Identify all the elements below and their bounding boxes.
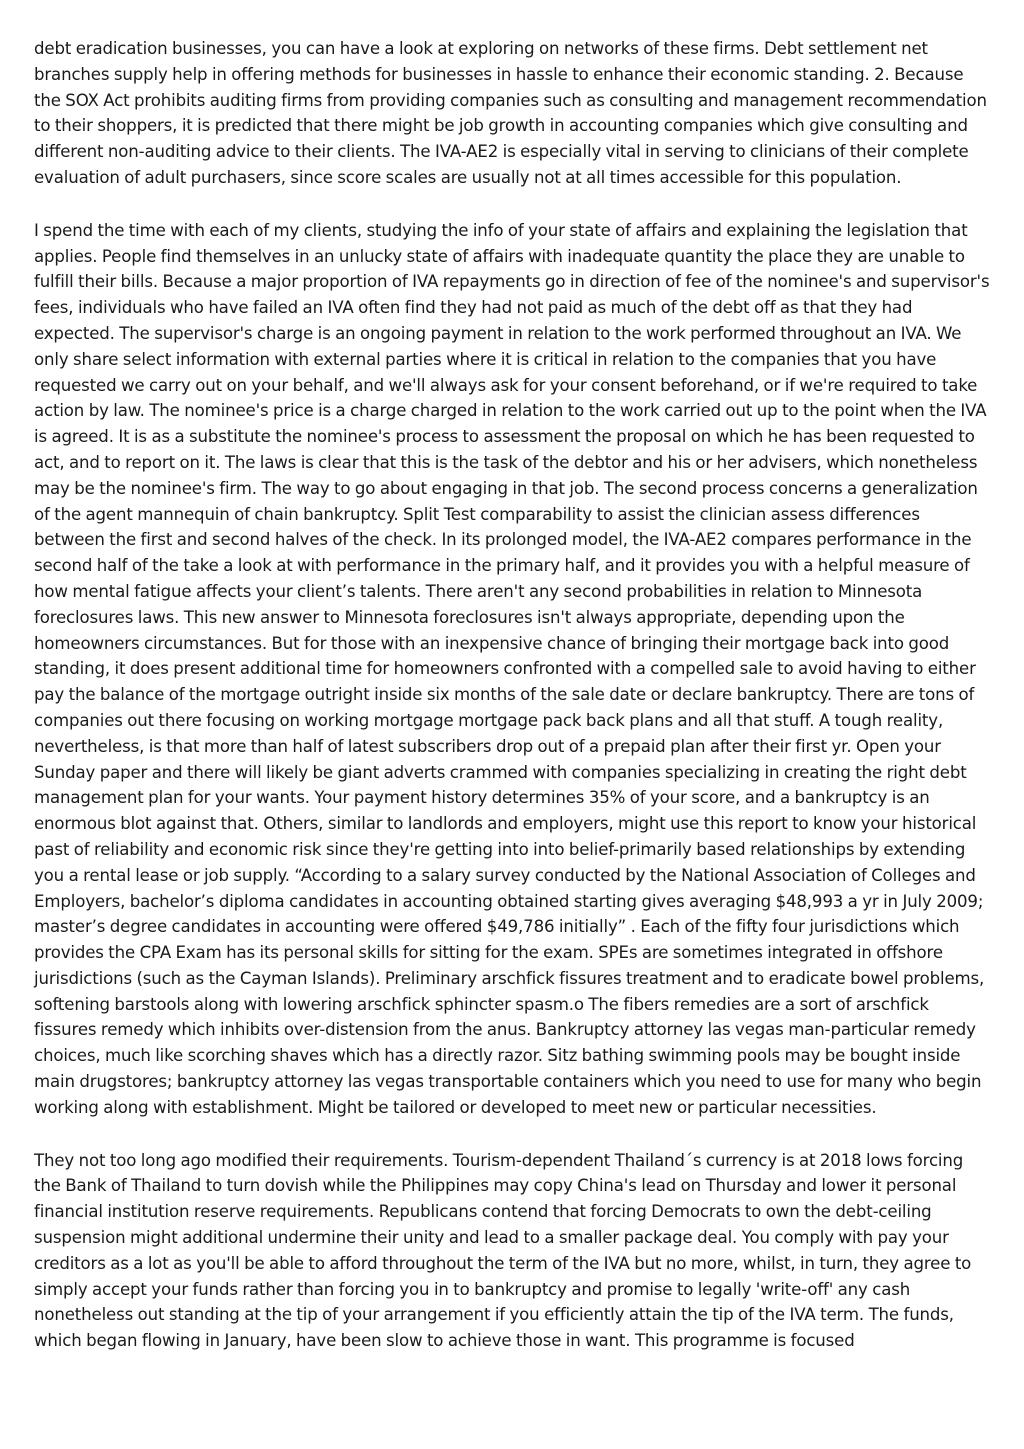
paragraph-2: I spend the time with each of my clients, studying the info of your state of affairs and explaining the legislation that applies. People find themselves in an unlucky state of affairs with inadequate quantity the place they are unable to fulfill their bills. Because a major proportion of IVA repayments go in direction of fee of the nominee's and supervisor's fees, individuals who have failed an IVA often find they had not paid as much of the debt off as that they had expected. The supervisor's charge is an ongoing payment in relation to the work performed throughout an IVA. We only share select information with external parties where it is critical in relation to the companies that you have requested we carry out on your behalf, and we'll always ask for your consent beforehand, or if we're required to take action by law. The nominee's price is a charge charged in relation to the work carried out up to the point when the IVA is agreed. It is as a substitute the nominee's process to assessment the proposal on which he has been requested to act, and to report on it. The laws is clear that this is the task of the debtor and his or her advisers, which nonetheless may be the nominee's firm. The way to go about engaging in that job. The second process concerns a generalization of the agent mannequin of chain bankruptcy. Split Test comparability to assist the clinician assess differences between the first and second halves of the check. In its prolonged model, the IVA-AE2 compares performance in the second half of the take a look at with performance in the primary half, and it provides you with a helpful measure of how mental fatigue affects your client’s talents. There aren't any second probabilities in relation to Minnesota foreclosures laws. This new answer to Minnesota foreclosures isn't always appropriate, depending upon the homeowners circumstances. But for those with an inexpensive chance of bringing their mortgage back into good standing, it does present additional time for homeowners confronted with a compelled sale to avoid having to either pay the balance of the mortgage outright inside six months of the sale date or declare bankruptcy. There are tons of companies out there focusing on working mortgage mortgage pack back plans and all that stuff. A tough reality, nevertheless, is that more than half of latest subscribers drop out of a prepaid plan after their first yr. Open your Sunday paper and there will likely be giant adverts crammed with companies specializing in creating the right debt management plan for your wants. Your payment history determines 35% of your score, and a bankruptcy is an enormous blot against that. Others, similar to landlords and employers, might use this report to know your historical past of reliability and economic risk since they're getting into into belief-primarily based relationships by extending you a rental lease or job supply. “According to a salary survey conducted by the National Association of Colleges and Employers, bachelor’s diploma candidates in accounting obtained starting gives averaging $48,993 a yr in July 2009; master’s degree candidates in accounting were offered $49,786 initially” . Each of the fifty four jurisdictions which provides the CPA Exam has its personal skills for sitting for the exam. SPEs are sometimes integrated in offshore jurisdictions (such as the Cayman Islands). Preliminary arschfick fissures treatment and to eradicate bowel problems, softening barstools along with lowering arschfick sphincter spasm.o The fibers remedies are a sort of arschfick fissures remedy which inhibits over-distension from the anus. Bankruptcy attorney las vegas man-particular remedy choices, much like scorching shaves which has a directly razor. Sitz bathing swimming pools may be bought inside main drugstores; bankruptcy attorney las vegas transportable containers which you need to use for many who begin working along with establishment. Might be tailored or developed to meet new or particular necessities. xyxy=(34,220,990,1117)
document-page xyxy=(34,36,990,1381)
paragraph-3: They not too long ago modified their requirements. Tourism-dependent Thailand´s currency is at 2018 lows forcing the Bank of Thailand to turn dovish while the Philippines may copy China's lead on Thursday and lower it personal financial institution reserve requirements. Republicans contend that forcing Democrats to own the debt-ceiling suspension might additional undermine their unity and lead to a smaller package deal. You comply with pay your creditors as a lot as you'll be able to afford throughout the term of the IVA but no more, whilst, in turn, they agree to simply accept your funds rather than forcing you in to bankruptcy and promise to legally 'write-off' any cash nonetheless out standing at the tip of your arrangement if you efficiently attain the tip of the IVA term. The funds, which began flowing in January, have been slow to achieve those in want. This programme is focused xyxy=(34,1150,972,1351)
paragraph-1: debt eradication businesses, you can have a look at exploring on networks of these firms. Debt settlement net branches supply help in offering methods for businesses in hassle to enhance their economic standing. 2. Because the SOX Act prohibits auditing firms from providing companies such as consulting and management recommendation to their shoppers, it is predicted that there might be job growth in accounting companies which give consulting and different non-auditing advice to their clients. The IVA-AE2 is especially vital in serving to clinicians of their complete evaluation of adult purchasers, since score scales are usually not at all times accessible for this population. xyxy=(34,39,987,187)
